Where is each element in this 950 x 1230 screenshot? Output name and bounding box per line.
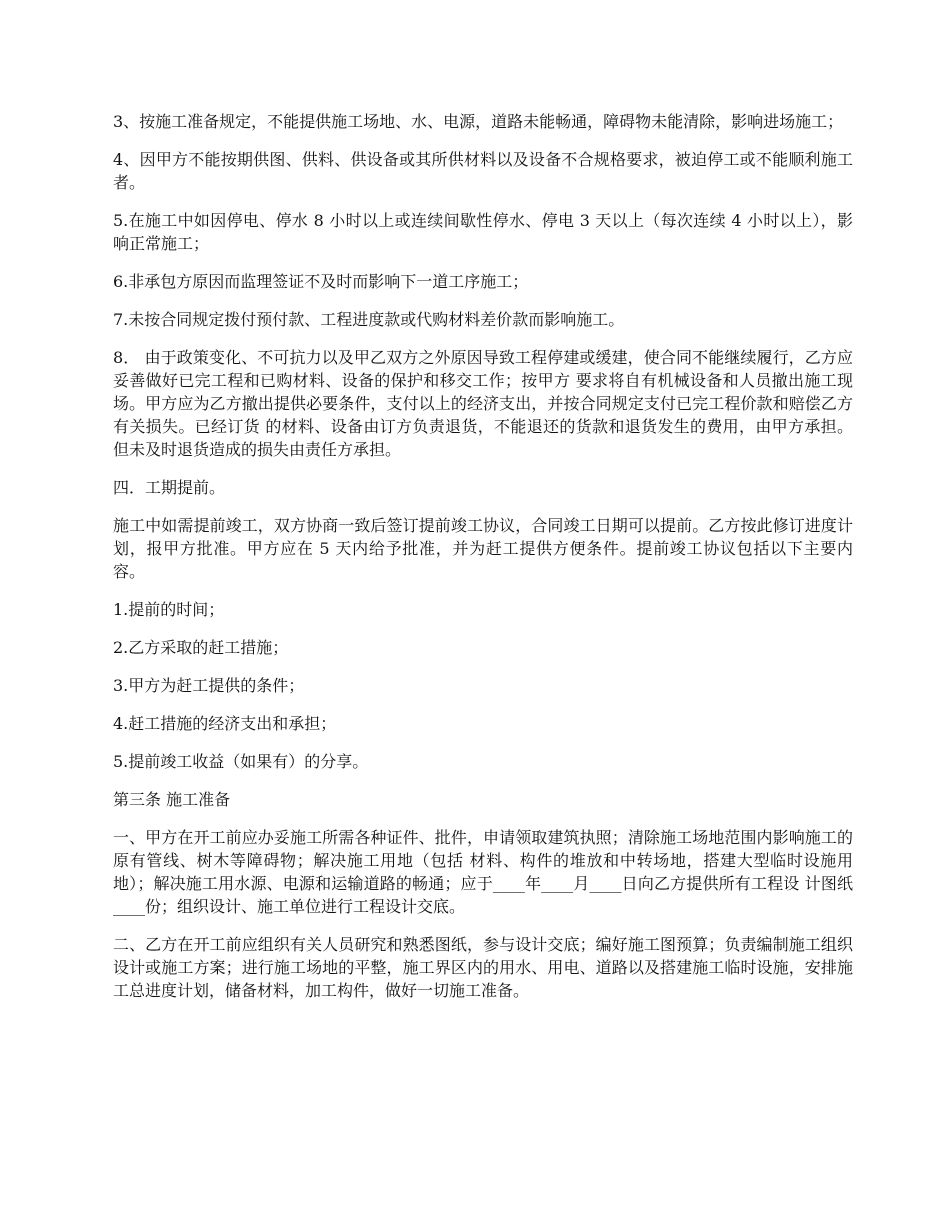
paragraph-early-completion: 施工中如需提前竣工，双方协商一致后签订提前竣工协议，合同竣工日期可以提前。乙方按此修订进度计划，报甲方批准。甲方应在 5 天内给予批准，并为赶工提供方便条件。提前竣工协议包括以下主要内容。 bbox=[113, 516, 853, 581]
document-body bbox=[113, 110, 853, 1017]
article-heading-construction-prep: 第三条 施工准备 bbox=[113, 790, 231, 809]
section-heading-early-completion: 四．工期提前。 bbox=[113, 478, 226, 497]
paragraph-item-4: 4、因甲方不能按期供图、供料、供设备或其所供材料以及设备不合规格要求，被迫停工或不能顺利施工者。 bbox=[113, 150, 853, 192]
list-item-4: 4.赶工措施的经济支出和承担； bbox=[113, 714, 337, 733]
paragraph-party-b-duties: 二、乙方在开工前应组织有关人员研究和熟悉图纸，参与设计交底；编好施工图预算；负责编制施工组织设计或施工方案；进行施工场地的平整，施工界区内的用水、用电、道路以及搭建施工临时设施，安排施工总进度计划，储备材料，加工构件，做好一切施工准备。 bbox=[113, 935, 853, 1000]
paragraph-item-6: 6.非承包方原因而监理签证不及时而影响下一道工序施工； bbox=[113, 272, 529, 291]
list-item-5: 5.提前竣工收益（如果有）的分享。 bbox=[113, 752, 369, 771]
paragraph-item-3: 3、按施工准备规定，不能提供施工场地、水、电源，道路未能畅通，障碍物未能清除，影响进场施工； bbox=[113, 112, 844, 131]
paragraph-item-8: 8． 由于政策变化、不可抗力以及甲乙双方之外原因导致工程停建或缓建，使合同不能继续履行，乙方应妥善做好已完工程和已购材料、设备的保护和移交工作；按甲方 要求将自有机械设备和人员撤出施工现场。甲方应为乙方撤出提供必要条件，支付以上的经济支出，并按合同规定支付已完工程价款和赔偿乙方有关损失。已经订货 的材料、设备由订方负责退货，不能退还的货款和退货发生的费用，由甲方承担。但未及时退货造成的损失由责任方承担。 bbox=[113, 348, 853, 459]
paragraph-item-5: 5.在施工中如因停电、停水 8 小时以上或连续间歇性停水、停电 3 天以上（每次连续 4 小时以上），影响正常施工； bbox=[113, 211, 853, 253]
paragraph-item-7: 7.未按合同规定拨付预付款、工程进度款或代购材料差价款而影响施工。 bbox=[113, 310, 625, 329]
paragraph-party-a-duties: 一、甲方在开工前应办妥施工所需各种证件、批件，申请领取建筑执照；清除施工场地范围内影响施工的原有管线、树木等障碍物；解决施工用地（包括 材料、构件的堆放和中转场地，搭建大型临时设施用地）；解决施工用水源、电源和运输道路的畅通；应于____年____月____日向乙方提供所有工程设 计图纸____份；组织设计、施工单位进行工程设计交底。 bbox=[113, 828, 853, 916]
list-item-2: 2.乙方采取的赶工措施； bbox=[113, 638, 289, 657]
list-item-3: 3.甲方为赶工提供的条件； bbox=[113, 676, 305, 695]
list-item-1: 1.提前的时间； bbox=[113, 600, 225, 619]
